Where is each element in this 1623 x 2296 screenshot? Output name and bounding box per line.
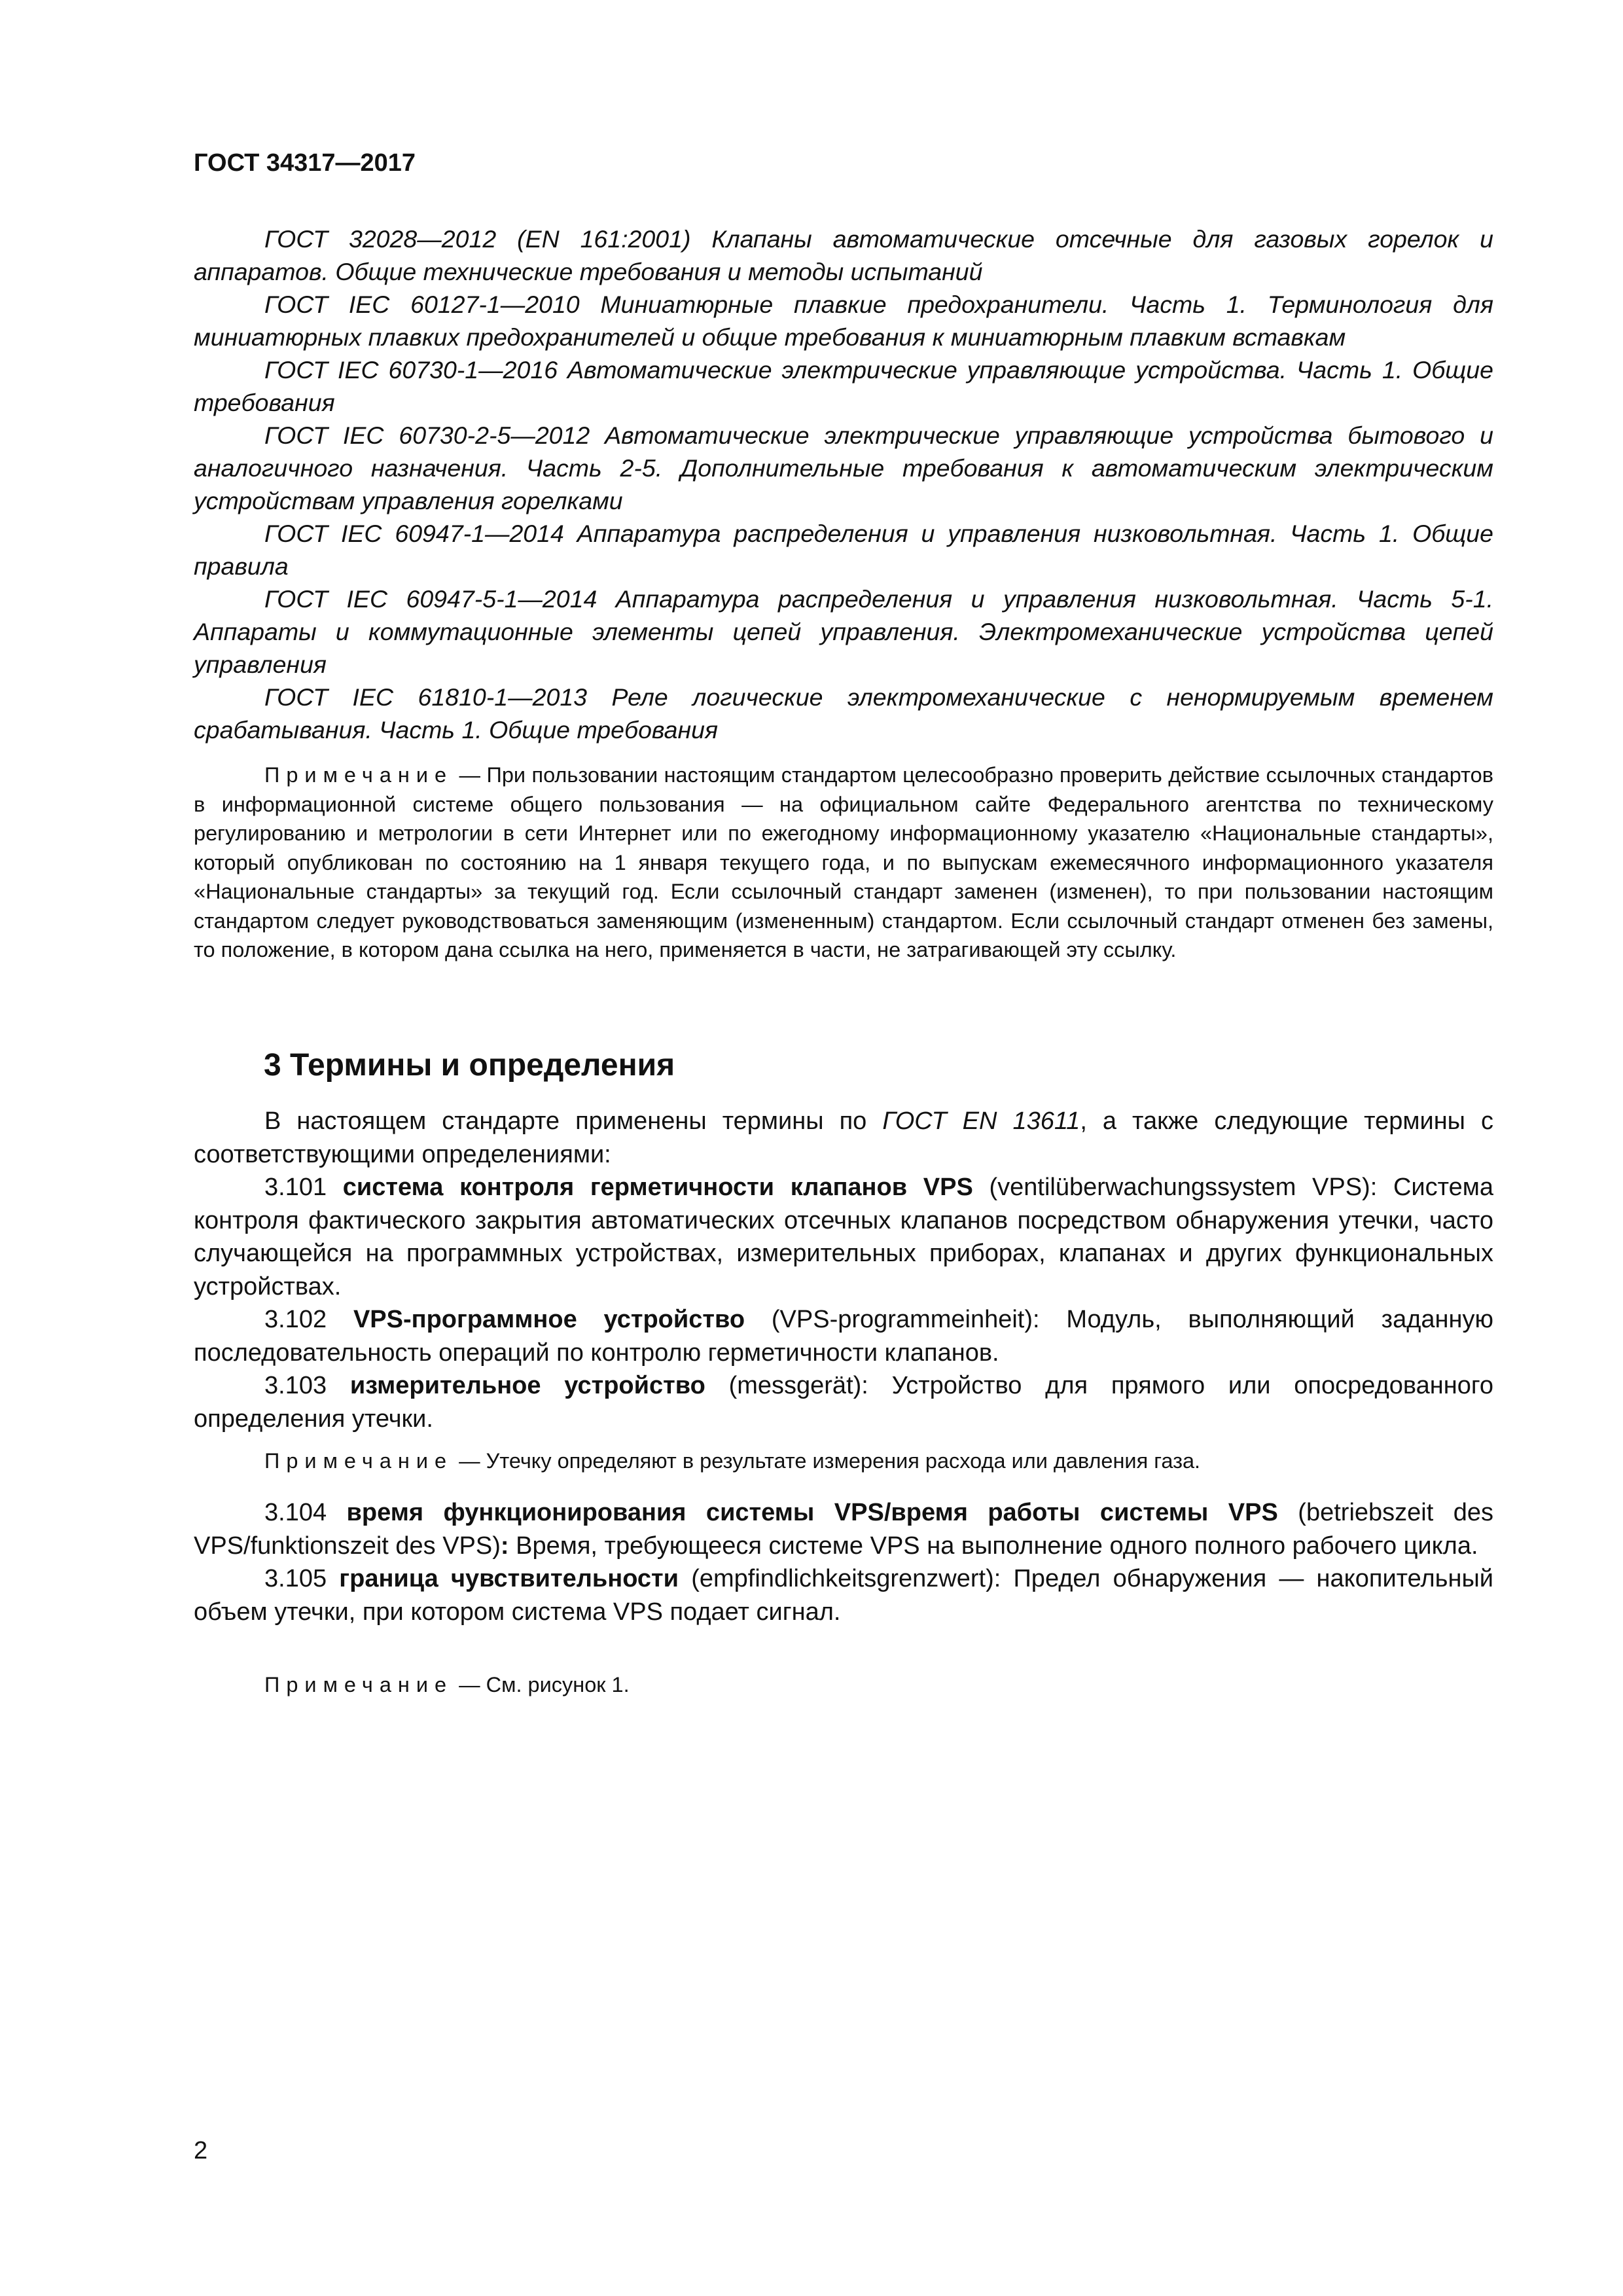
term-entry: 3.105 граница чувствительности (empfindlichkeitsgrenzwert): Предел обнаружения — накопительный объем утечки, при котором система VPS подает сигнал.: [194, 1565, 1494, 1626]
term-name: измерительное устройство: [349, 1372, 705, 1399]
page-number: 2: [194, 2137, 208, 2164]
note-label: Примечание: [264, 763, 454, 787]
note-text: — При пользовании настоящим стандартом целесообразно проверить действие ссылочных стандартов в информационной системе общего пользования — на официальном сайте Федерального агентства по техническому регулированию и метрологии в сети Интернет или по ежегодному информационному указателю «Национальные стандарты», который опубликован по состоянию на 1 января текущего года, и по выпускам ежемесячного информационного указателя «Национальные стандарты» за текущий год. Если ссылочный стандарт заменен (изменен), то при пользовании настоящим стандартом следует руководствоваться заменяющим (измененным) стандартом. Если ссылочный стандарт отменен без замены, то положение, в котором дана ссылка на него, применяется в части, не затрагивающей эту ссылку.: [194, 763, 1493, 961]
term-entry: 3.102 VPS-программное устройство (VPS-programmeinheit): Модуль, выполняющий заданную последовательность операций по контролю герметичности клапанов.: [194, 1306, 1493, 1367]
note-label: Примечание: [264, 1673, 454, 1696]
term-note: Примечание — Утечку определяют в результате измерения расхода или давления газа.: [264, 1449, 1201, 1473]
term-name: граница чувствительности: [339, 1565, 679, 1592]
reference-item: ГОСТ IEC 60730-1—2016 Автоматические электрические управляющие устройства. Часть 1. Общие требования: [194, 356, 1493, 416]
note-label: Примечание: [264, 1449, 454, 1473]
term-name: система контроля герметичности клапанов VPS: [342, 1174, 973, 1201]
reference-item: ГОСТ IEC 61810-1—2013 Реле логические электромеханические с ненормируемым временем срабатывания. Часть 1. Общие требования: [194, 683, 1493, 744]
reference-item: ГОСТ 32028—2012 (EN 161:2001) Клапаны автоматические отсечные для газовых горелок и аппаратов. Общие технические требования и методы испытаний: [194, 225, 1493, 285]
reference-item: ГОСТ IEC 60947-1—2014 Аппаратура распределения и управления низковольтная. Часть 1. Общие правила: [194, 520, 1493, 580]
section-title: 3 Термины и определения: [264, 1048, 675, 1083]
term-name: время функционирования системы VPS/время работы системы VPS: [346, 1499, 1278, 1526]
term-name: VPS-программное устройство: [353, 1306, 745, 1333]
section-body-part-1: [194, 1105, 1493, 1435]
reference-item: ГОСТ IEC 60730-2-5—2012 Автоматические электрические управляющие устройства бытового и аналогичного назначения. Часть 2-5. Дополнительные требования к автоматическим электрическим устройствам управления горелками: [194, 422, 1493, 514]
normative-references-list: [194, 223, 1493, 746]
section-intro: В настоящем стандарте применены термины по ГОСТ EN 13611, а также следующие термины с соответствующими определениями:: [194, 1107, 1493, 1168]
reference-item: ГОСТ IEC 60947-5-1—2014 Аппаратура распределения и управления низковольтная. Часть 5-1. Аппараты и коммутационные элементы цепей управления. Электромеханические устройства цепей управления: [194, 585, 1493, 678]
term-entry: 3.104 время функционирования системы VPS/время работы системы VPS (betriebszeit des VPS/funktionszeit des VPS): Время, требующееся системе VPS на выполнение одного полного рабочего цикла.: [194, 1499, 1493, 1560]
references-note: [194, 761, 1493, 965]
section-body-part-2: [194, 1496, 1493, 1628]
term-entry: 3.101 система контроля герметичности клапанов VPS (ventilüberwachungssystem VPS): Система контроля фактического закрытия автоматических отсечных клапанов посредством обнаружения утечки, часто случающейся на программных устройствах, измерительных приборах, клапанах и других функциональных устройствах.: [194, 1174, 1493, 1300]
term-note: Примечание — См. рисунок 1.: [264, 1673, 630, 1696]
reference-item: ГОСТ IEC 60127-1—2010 Миниатюрные плавкие предохранители. Часть 1. Терминология для миниатюрных плавких предохранителей и общие требования к миниатюрным плавким вставкам: [194, 291, 1493, 351]
intro-reference: ГОСТ EN 13611: [882, 1107, 1080, 1135]
term-entry: 3.103 измерительное устройство (messgerät): Устройство для прямого или опосредованного определения утечки.: [194, 1372, 1494, 1433]
document-code-header: ГОСТ 34317—2017: [194, 149, 416, 177]
